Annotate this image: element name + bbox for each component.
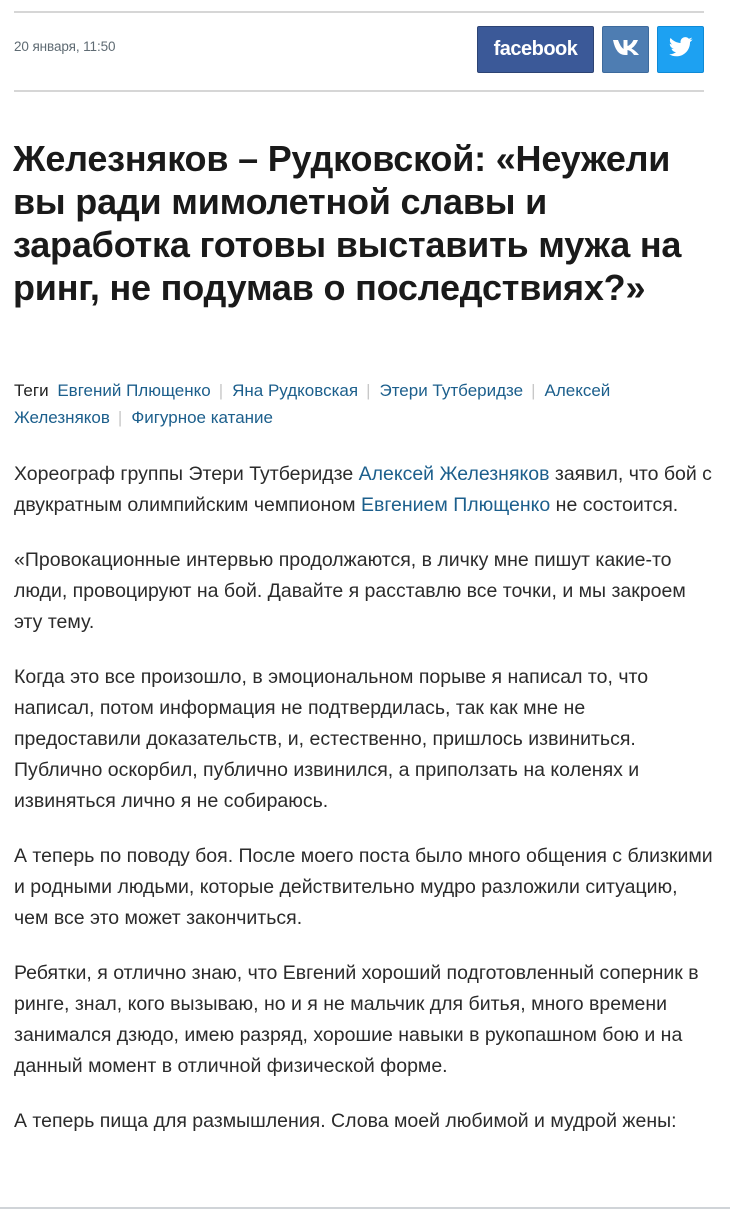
article-paragraph: Когда это все произошло, в эмоциональном порыве я написал то, что написал, потом информация не подтвердилась, так как мне не предоставили доказательств, и, естественно, пришлось извиниться. Публично оскорбил, публично извинился, а приползать на коленях и извиняться лично я не собираюсь. — [14, 666, 649, 812]
vk-icon — [612, 38, 640, 61]
article-paragraph: «Провокационные интервью продолжаются, в личку мне пишут какие-то люди, провоцируют на бой. Давайте я расставлю все точки, и мы закроем эту тему. — [14, 549, 686, 633]
meta-divider — [14, 90, 704, 92]
share-facebook-button[interactable] — [477, 26, 594, 73]
paragraph-text: заявил, что бой с двукратным олимпийским чемпионом — [14, 463, 712, 516]
tag-separator: | — [531, 381, 536, 400]
tags-label: Теги — [14, 381, 49, 400]
tag-link[interactable]: Фигурное катание — [131, 408, 273, 427]
twitter-bird-icon — [669, 37, 693, 62]
share-buttons — [477, 26, 704, 74]
article-body — [14, 459, 714, 1161]
article-paragraph: Ребятки, я отлично знаю, что Евгений хороший подготовленный соперник в ринге, знал, кого вызываю, но и я не мальчик для битья, много времени занимался дзюдо, имею разряд, хорошие навыки в рукопашном бою и на данный момент в отличной физической форме. — [14, 962, 699, 1077]
person-link[interactable]: Евгением Плющенко — [360, 494, 551, 516]
tag-separator: | — [218, 381, 224, 400]
paragraph-text: Хореограф группы Этери Тутберидзе — [14, 463, 359, 485]
viewport-bottom-edge — [0, 1207, 730, 1209]
tag-link[interactable]: Евгений Плющенко — [57, 381, 211, 400]
tag-link[interactable]: Яна Рудковская — [232, 381, 359, 400]
article-paragraph — [14, 459, 714, 521]
share-vk-button[interactable] — [602, 26, 649, 73]
paragraph-text: не состоится. — [550, 494, 679, 516]
tag-list — [14, 377, 714, 431]
share-twitter-button[interactable] — [657, 26, 704, 73]
facebook-label: facebook — [493, 38, 578, 60]
article-paragraph: А теперь пища для размышления. Слова моей любимой и мудрой жены: — [14, 1110, 677, 1132]
top-divider — [14, 11, 704, 13]
tag-link[interactable]: Алексей Железняков — [14, 381, 611, 427]
article-paragraph: А теперь по поводу боя. После моего поста было много общения с близкими и родными людьми, которые действительно мудро разложили ситуацию, чем все это может закончиться. — [14, 845, 713, 929]
publish-date: 20 января, 11:50 — [14, 39, 116, 54]
tag-separator: | — [366, 381, 371, 400]
article-meta-bar — [14, 26, 704, 74]
article-title: Железняков – Рудковской: «Неужели вы ради мимолетной славы и заработка готовы выставить мужа на ринг, не подумав о последствиях?» — [13, 138, 682, 308]
tag-link[interactable]: Этери Тутберидзе — [379, 381, 524, 400]
tag-separator: | — [117, 408, 123, 427]
person-link[interactable]: Алексей Железняков — [358, 463, 550, 485]
